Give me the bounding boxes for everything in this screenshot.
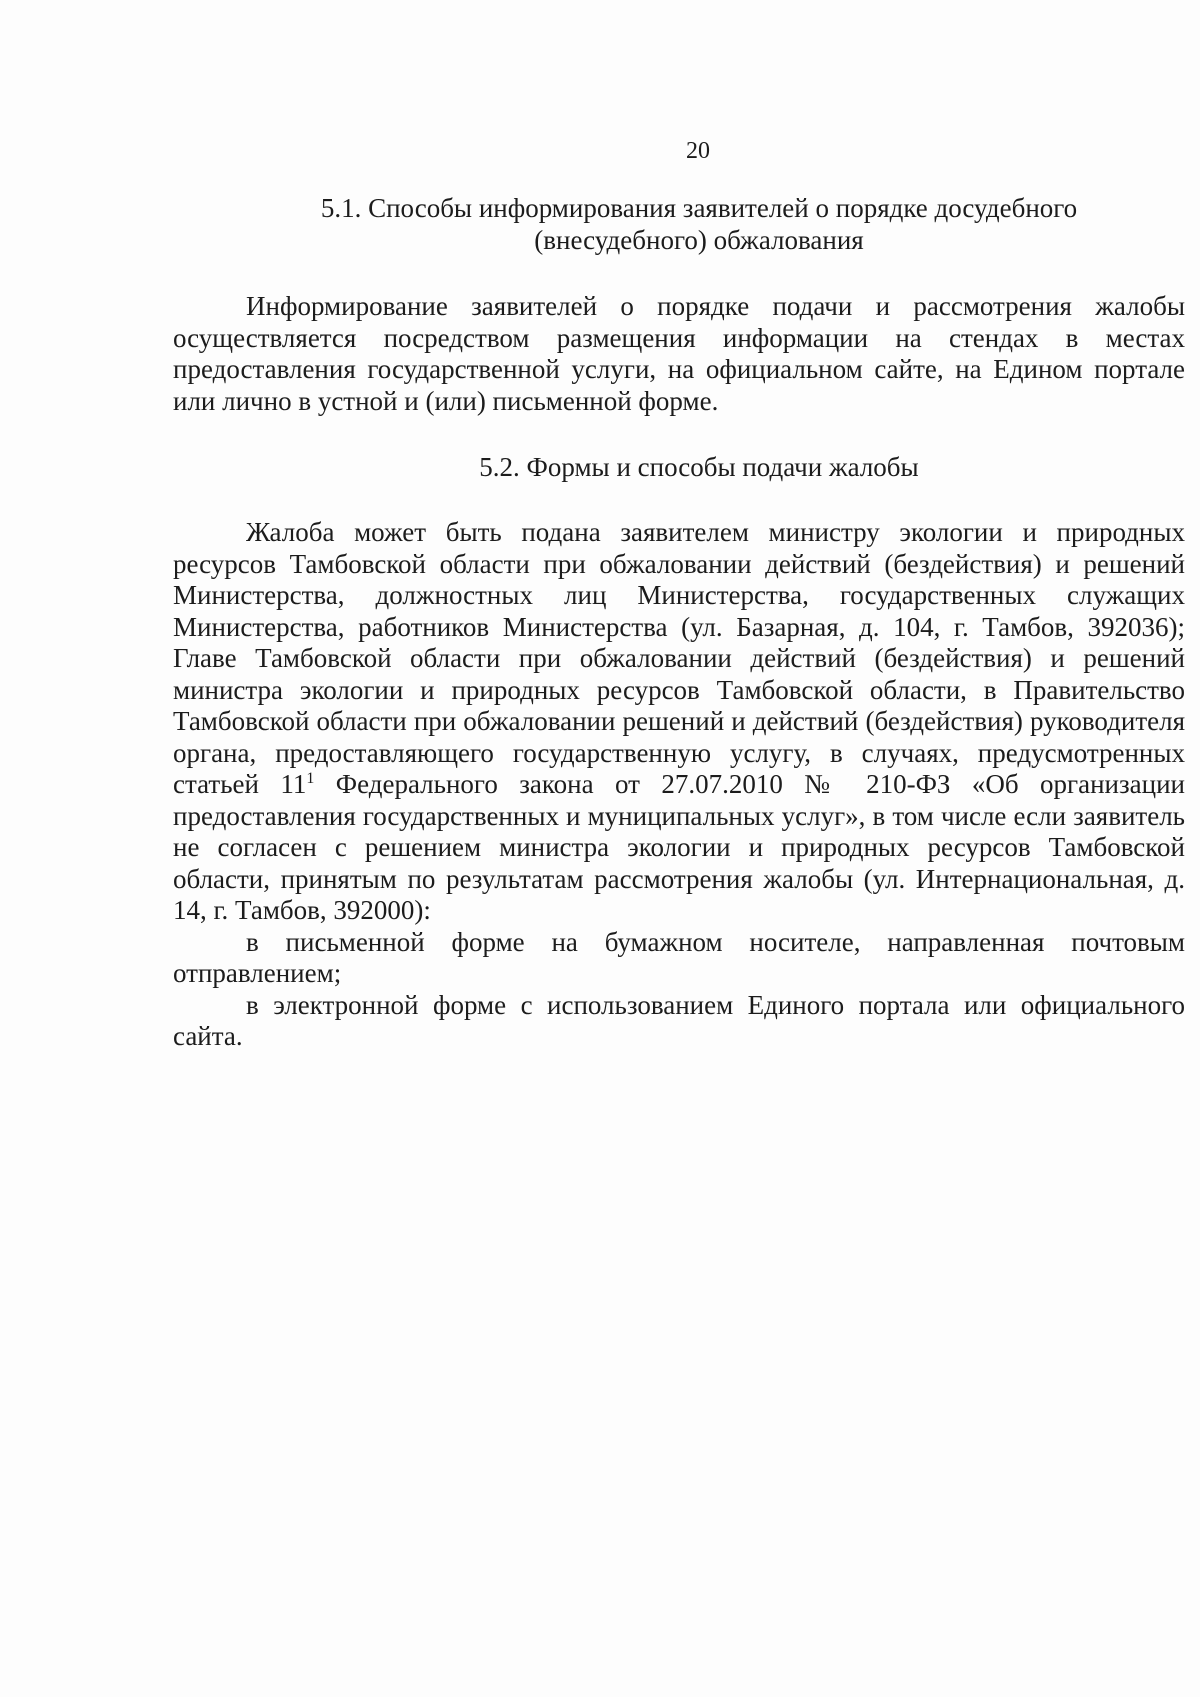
section-5-2-paragraph-part-2: Федерального закона от 27.07.2010 № 210-ФЗ «Об организации предоставления государственных и муниципальных услуг», в том числе если заявитель не согласен с решением министра экологии и природных ресурсов Тамбовской области, принятым по результатам рассмотрения жалобы (ул. Интернациональная, д. 14, г. Тамбов, 392000): [173,769,1185,925]
list-item-electronic-form: в электронной форме с использованием Единого портала или официального сайта. [173,989,1185,1051]
section-heading-5-1 [173,192,1185,256]
article-superscript: 1 [306,770,315,787]
section-5-2-paragraph-part-1: Жалоба может быть подана заявителем министру экологии и природных ресурсов Тамбовской области при обжаловании действий (бездействия) и решений Министерства, должностных лиц Министерства, государственных служащих Министерства, работников Министерства (ул. Базарная, д. 104, г. Тамбов, 392036); Главе Тамбовской области при обжаловании действий (бездействия) и решений министра экологии и природных ресурсов Тамбовской области, в Правительство Тамбовской области при обжаловании решений и действий (бездействия) руководителя органа, предоставляющего государственную услугу, в случаях, предусмотренных статьей 11 [173,517,1185,799]
section-heading-5-1-line-2: (внесудебного) обжалования [534,225,864,255]
section-heading-5-2: 5.2. Формы и способы подачи жалобы [479,452,919,482]
document-body [173,192,1185,1053]
section-5-1-paragraph: Информирование заявителей о порядке подачи и рассмотрения жалобы осуществляется посредством размещения информации на стендах в местах предоставления государственной услуги, на официальном сайте, на Едином портале или лично в устной и (или) письменной форме. [173,291,1185,416]
section-heading-5-1-line-1: 5.1. Способы информирования заявителей о порядке досудебного [320,193,1078,223]
section-5-2-paragraph [173,517,1185,927]
page-number: 20 [686,138,710,164]
list-item-paper-form: в письменной форме на бумажном носителе, направленная почтовым отправлением; [173,926,1185,988]
